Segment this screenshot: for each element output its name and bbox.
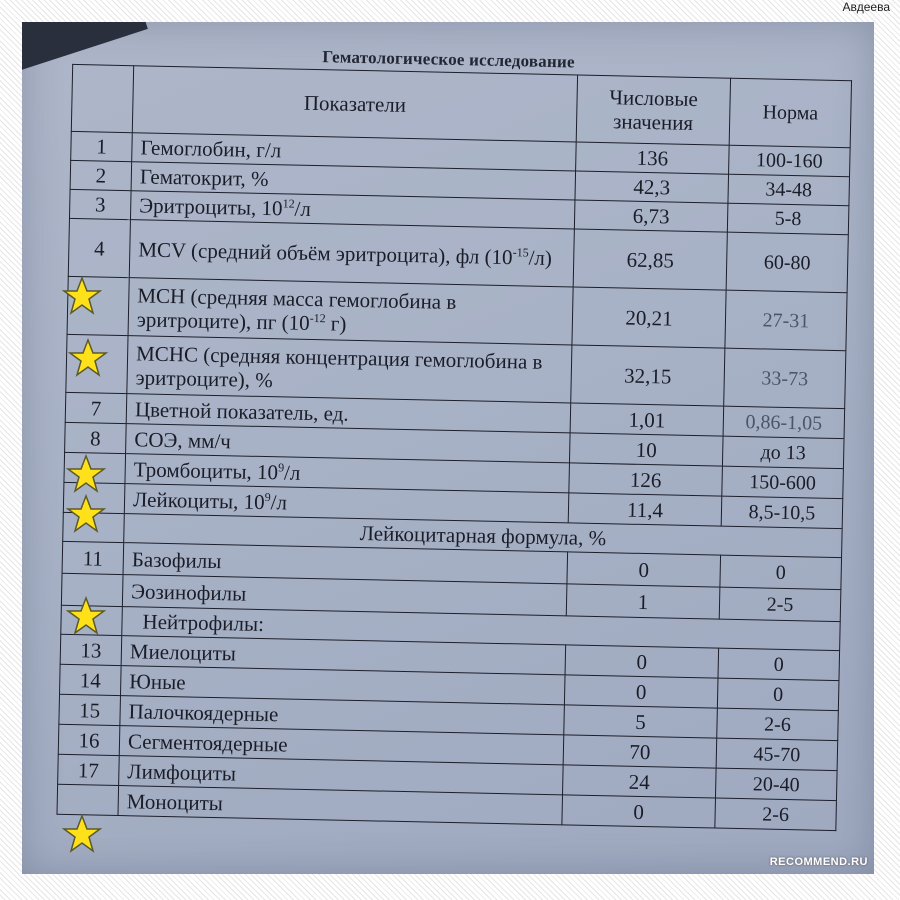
row-number: 17	[58, 754, 120, 785]
norm-value: 45-70	[716, 738, 838, 771]
indicator-name: Гематокрит, %	[131, 162, 576, 200]
indicator-name: MCH (средняя масса гемоглобина в эритроците), пг ($10^{-12}$ г)	[128, 278, 573, 345]
row-number: 7	[65, 392, 127, 423]
norm-value: 33-73	[724, 348, 846, 409]
row-number: 2	[70, 160, 132, 190]
indicator-name: Сегментоядерные	[119, 726, 564, 765]
row-number: 3	[69, 189, 131, 219]
norm-value: 34-48	[728, 174, 850, 206]
numeric-value: 62,85	[573, 229, 727, 290]
norm-value: 2-6	[715, 798, 837, 831]
norm-value: 2-5	[719, 587, 841, 622]
indicator-name: Эозинофилы	[122, 575, 567, 616]
numeric-value: 11,4	[568, 493, 722, 526]
star-icon	[62, 814, 102, 854]
section-title-neutrophils: Нейтрофилы:	[122, 607, 840, 651]
numeric-value: 126	[569, 463, 723, 496]
numeric-value: 0	[562, 795, 716, 828]
star-icon	[66, 454, 106, 494]
norm-value: 0	[718, 648, 840, 681]
indicator-name: MCV (средний объём эритроцита), фл $(10^{-15}/л)$	[129, 220, 574, 287]
star-icon	[68, 338, 108, 378]
numeric-value: 1	[566, 584, 720, 619]
numeric-value: 136	[576, 142, 730, 174]
row-number: 16	[58, 724, 120, 755]
document-photo	[22, 22, 874, 874]
indicator-name: СОЭ, мм/ч	[126, 424, 571, 463]
indicator-name: Палочкоядерные	[120, 696, 565, 735]
numeric-value: 20,21	[572, 287, 726, 348]
indicator-name: Моноциты	[118, 786, 563, 825]
indicator-name: Эритроциты, $10^{12}/л$	[130, 191, 575, 229]
header-norm: Норма	[729, 78, 851, 148]
star-icon	[66, 596, 106, 636]
norm-value: 27-31	[725, 290, 847, 351]
indicator-name: Миелоциты	[121, 636, 566, 675]
row-number	[57, 784, 119, 815]
numeric-value: 70	[563, 735, 717, 768]
document-title: Гематологическое исследование	[322, 47, 575, 72]
author-name: Авдеева	[842, 0, 890, 14]
header-number-cell	[71, 64, 133, 132]
header-value: Числовые значения	[576, 75, 730, 145]
numeric-value: 32,15	[571, 345, 725, 406]
numeric-value: 0	[565, 645, 719, 678]
norm-value: 100-160	[729, 145, 851, 177]
indicator-name: Лейкоциты, $10^9/л$	[124, 484, 569, 523]
lab-report-sheet	[46, 42, 863, 874]
indicator-name: Базофилы	[123, 543, 568, 584]
norm-value: 60-80	[726, 232, 848, 293]
norm-value: до 13	[722, 436, 844, 469]
watermark-badge: RECOMMEND.RU	[769, 856, 868, 868]
norm-value: 5-8	[727, 203, 849, 235]
indicator-name: Тромбоциты, $10^9/л$	[125, 454, 570, 493]
numeric-value: 42,3	[575, 171, 729, 203]
indicator-name: MCHC (средняя концентрация гемоглобина в эритроците), %	[127, 336, 572, 403]
row-number: 15	[59, 694, 121, 725]
numeric-value: 1,01	[570, 403, 724, 436]
numeric-value: 5	[564, 705, 718, 738]
indicator-name: Гемоглобин, г/л	[132, 133, 577, 171]
numeric-value: 10	[569, 433, 723, 466]
norm-value: 2-6	[717, 708, 839, 741]
norm-value: 0,86-1,05	[723, 406, 845, 439]
section-title-leukocyte: Лейкоцитарная формула, %	[124, 514, 842, 558]
hematology-table	[56, 64, 852, 831]
row-number: 4	[68, 218, 130, 277]
row-number: 1	[71, 131, 133, 161]
numeric-value: 0	[564, 675, 718, 708]
row-number: 8	[65, 422, 127, 453]
norm-value: 8,5-10,5	[721, 496, 843, 529]
header-indicator: Показатели	[132, 66, 577, 142]
star-icon	[66, 494, 106, 534]
norm-value: 0	[720, 555, 842, 590]
norm-value: 150-600	[722, 466, 844, 499]
row-number: 14	[60, 664, 122, 695]
row-number: 11	[62, 541, 124, 574]
norm-value: 20-40	[715, 768, 837, 801]
row-number: 13	[60, 634, 122, 665]
numeric-value: 24	[563, 765, 717, 798]
indicator-name: Лимфоциты	[119, 756, 564, 795]
numeric-value: 6,73	[574, 200, 728, 232]
indicator-name: Цветной показатель, ед.	[126, 394, 571, 433]
numeric-value: 0	[567, 552, 721, 587]
norm-value: 0	[717, 678, 839, 711]
star-icon	[62, 276, 102, 316]
indicator-name: Юные	[120, 666, 565, 705]
